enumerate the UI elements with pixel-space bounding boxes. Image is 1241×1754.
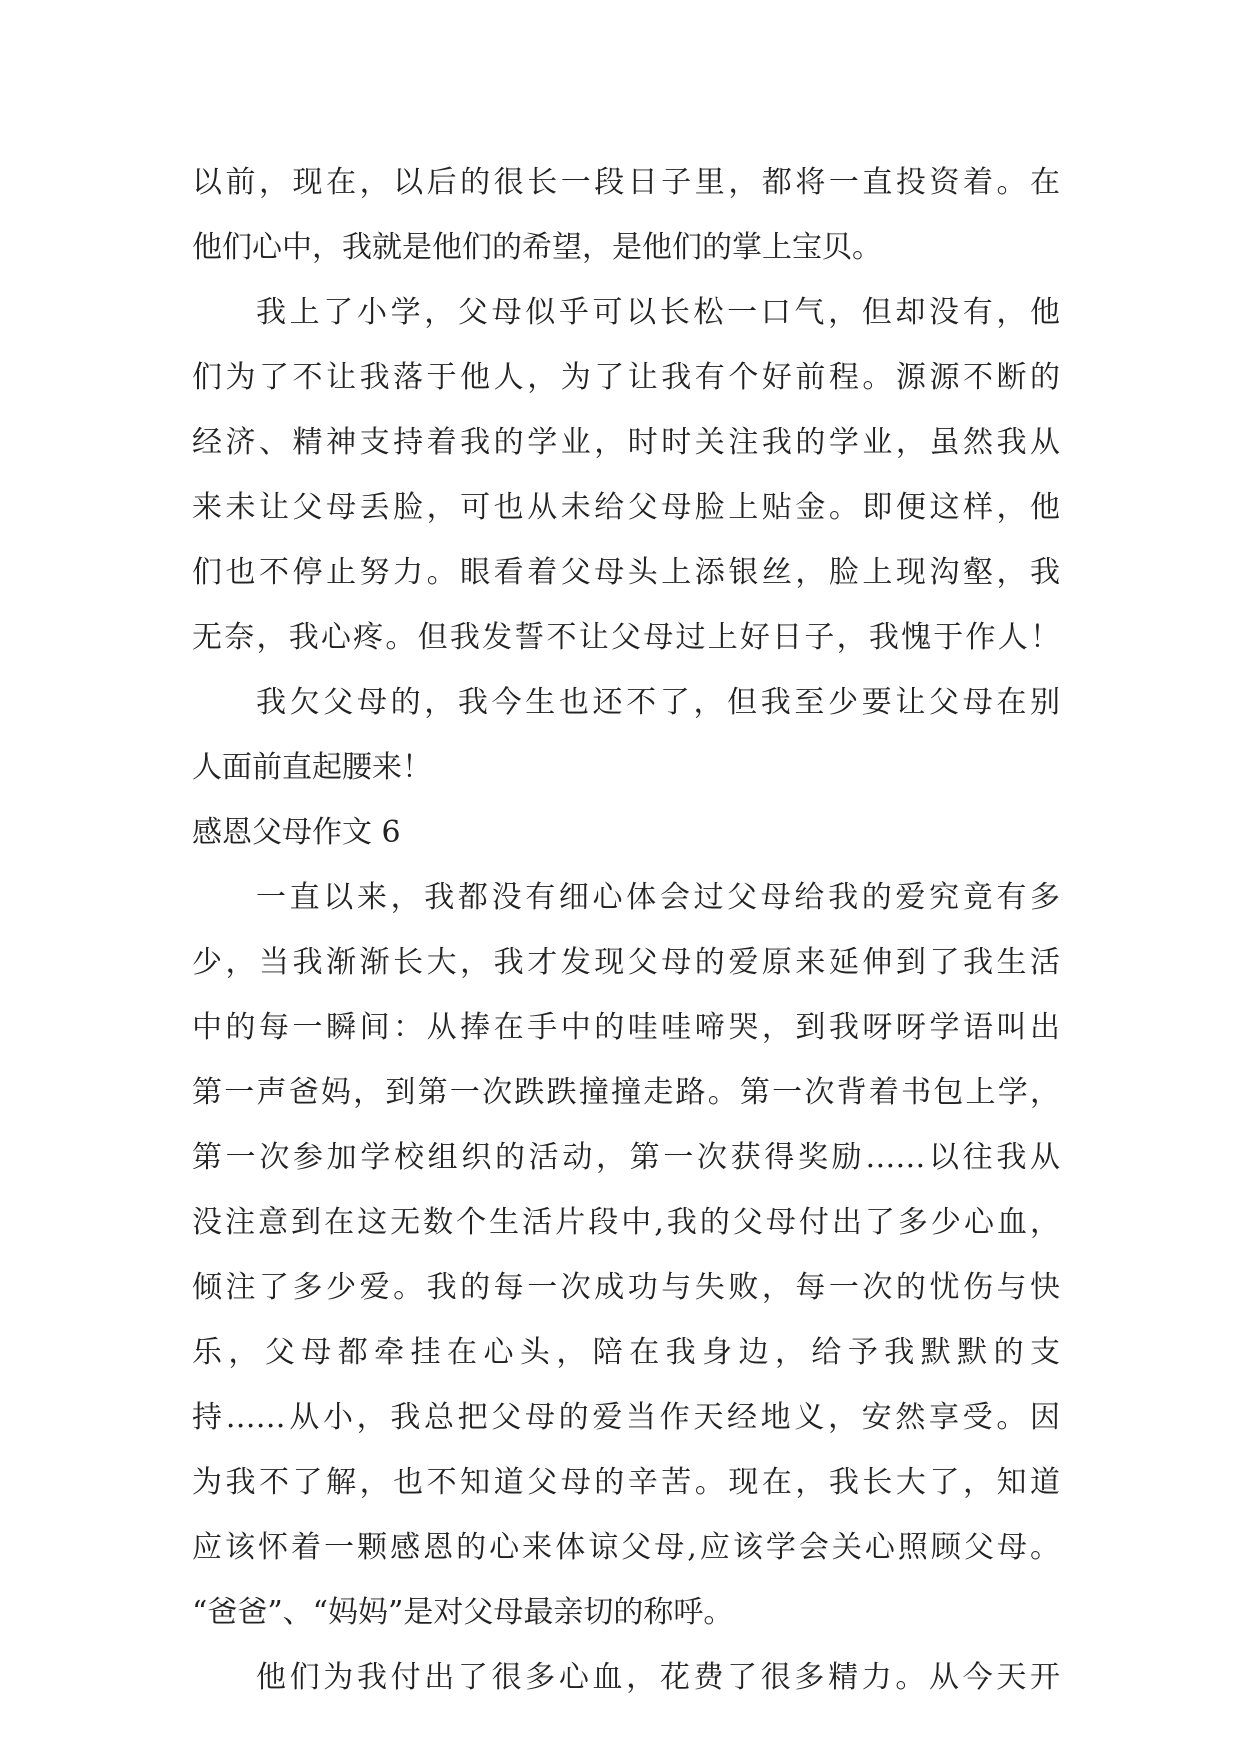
text-line: 为我不了解，也不知道父母的辛苦。现在，我长大了，知道 [192,1465,1060,1500]
text-line: 们为了不让我落于他人，为了让我有个好前程。源源不断的 [192,360,1060,395]
text-line: “爸爸”、“妈妈”是对父母最亲切的称呼。 [192,1595,734,1630]
text-line: 第一声爸妈，到第一次跌跌撞撞走路。第一次背着书包上学， [192,1075,1060,1110]
text-line: 我上了小学，父母似乎可以长松一口气，但却没有，他 [256,295,1060,330]
text-line: 少，当我渐渐长大，我才发现父母的爱原来延伸到了我生活 [192,945,1060,980]
section-heading: 感恩父母作文 6 [192,815,401,850]
text-line: 经济、精神支持着我的学业，时时关注我的学业，虽然我从 [192,425,1060,460]
text-line: 没注意到在这无数个生活片段中,我的父母付出了多少心血， [192,1205,1060,1240]
text-line: 们也不停止努力。眼看着父母头上添银丝，脸上现沟壑，我 [192,555,1060,590]
text-line: 第一次参加学校组织的活动，第一次获得奖励……以往我从 [192,1140,1060,1175]
text-line: 他们心中，我就是他们的希望，是他们的掌上宝贝。 [192,230,882,265]
text-line: 以前，现在，以后的很长一段日子里，都将一直投资着。在 [192,165,1060,200]
text-line: 倾注了多少爱。我的每一次成功与失败，每一次的忧伤与快 [192,1270,1060,1305]
text-line: 应该怀着一颗感恩的心来体谅父母,应该学会关心照顾父母。 [192,1530,1060,1565]
body-text [192,150,1060,1710]
text-line: 持……从小，我总把父母的爱当作天经地义，安然享受。因 [192,1400,1060,1435]
text-line: 乐，父母都牵挂在心头，陪在我身边，给予我默默的支 [192,1335,1060,1370]
text-line: 他们为我付出了很多心血，花费了很多精力。从今天开 [256,1660,1060,1695]
text-line: 人面前直起腰来！ [192,750,432,785]
text-line: 一直以来，我都没有细心体会过父母给我的爱究竟有多 [256,880,1060,915]
text-line: 中的每一瞬间：从捧在手中的哇哇啼哭，到我呀呀学语叫出 [192,1010,1060,1045]
text-line: 无奈，我心疼。但我发誓不让父母过上好日子，我愧于作人！ [192,620,1060,655]
text-line: 来未让父母丢脸，可也从未给父母脸上贴金。即便这样，他 [192,490,1060,525]
text-line: 我欠父母的，我今生也还不了，但我至少要让父母在别 [256,685,1060,720]
